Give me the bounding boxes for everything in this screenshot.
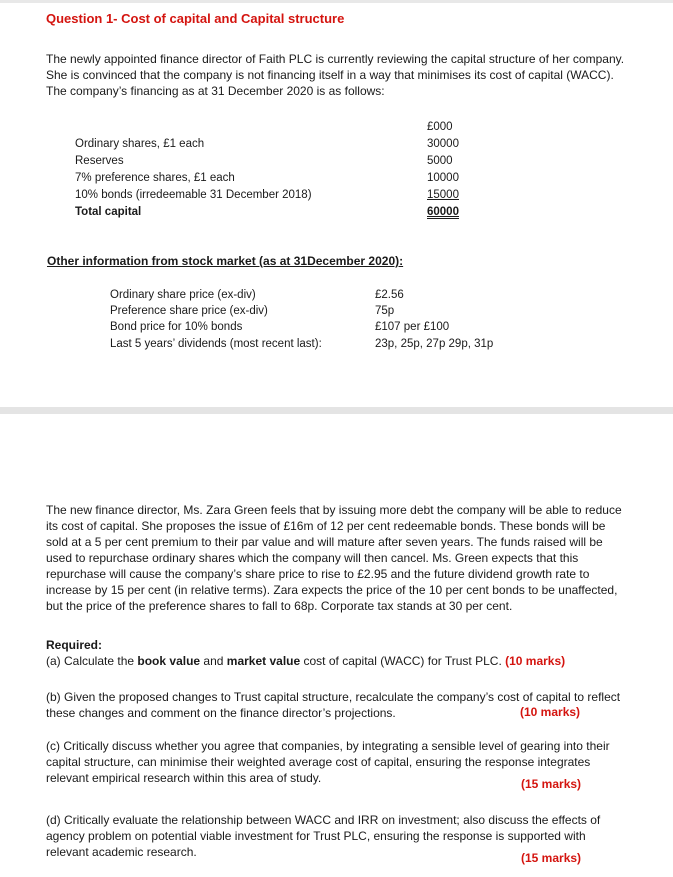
capital-row-label: 7% preference shares, £1 each xyxy=(75,172,235,184)
question-c-text: (c) Critically discuss whether you agree that companies, by integrating a sensible level of gearing into their capital structure, can minimise their weighted average cost of capital, ensuring the response integrates relevant empirical research within this area of study. xyxy=(46,739,610,785)
question-d-marks: (15 marks) xyxy=(521,851,582,865)
question-a-mid: and xyxy=(200,654,227,668)
capital-row-value: 5000 xyxy=(427,155,453,167)
question-a-marks: (10 marks) xyxy=(505,654,566,668)
capital-unit-header: £000 xyxy=(427,121,453,133)
capital-row-label: Ordinary shares, £1 each xyxy=(75,138,205,150)
market-row-label: Last 5 years’ dividends (most recent last): xyxy=(110,338,322,350)
capital-total-label: Total capital xyxy=(75,206,142,218)
capital-row-value: 30000 xyxy=(427,138,459,150)
market-row-label: Ordinary share price (ex-div) xyxy=(110,289,256,301)
market-row-label: Preference share price (ex-div) xyxy=(110,305,268,317)
capital-row-label: 10% bonds (irredeemable 31 December 2018) xyxy=(75,189,312,201)
market-row-label: Bond price for 10% bonds xyxy=(110,321,243,333)
market-row-value: £107 per £100 xyxy=(375,321,450,333)
capital-row-value: 10000 xyxy=(427,172,459,184)
required-label: Required: xyxy=(46,638,103,652)
market-row-value: £2.56 xyxy=(375,289,404,301)
question-a-market-value: market value xyxy=(226,654,301,668)
question-a-pre: (a) Calculate the xyxy=(46,654,138,668)
page-top-border xyxy=(0,0,673,3)
intro-paragraph: The newly appointed finance director of Faith PLC is currently reviewing the capital structure of her company. She is convinced that the company is not financing itself in a way that minimises its cost of capital (WACC). The company’s financing as at 31 December 2020 is as follows: xyxy=(46,52,625,98)
market-info-title: Other information from stock market (as at 31December 2020): xyxy=(47,254,404,268)
page-divider xyxy=(0,407,673,414)
question-a xyxy=(46,654,565,668)
question-title: Question 1- Cost of capital and Capital structure xyxy=(46,11,345,26)
question-a-post: cost of capital (WACC) for Trust PLC. xyxy=(300,654,506,668)
question-d-text: (d) Critically evaluate the relationship between WACC and IRR on investment; also discuss the effects of agency problem on potential viable investment for Trust PLC, ensuring the response is supported with relevant academic research. xyxy=(46,813,601,859)
question-c-marks: (15 marks) xyxy=(521,777,582,791)
question-b-marks: (10 marks) xyxy=(520,705,581,719)
capital-row-label: Reserves xyxy=(75,155,124,167)
market-row-value: 23p, 25p, 27p 29p, 31p xyxy=(375,338,494,350)
question-a-book-value: book value xyxy=(137,654,201,668)
scenario-paragraph: The new finance director, Ms. Zara Green feels that by issuing more debt the company will be able to reduce its cost of capital. She proposes the issue of £16m of 12 per cent redeemable bonds. These bonds will be sold at a 5 per cent premium to their par value and will mature after seven years. The funds raised will be used to repurchase ordinary shares which the company will then cancel. Ms. Green expects that this repurchase will cause the company’s share price to rise to £2.95 and the future dividend growth rate to increase by 15 per cent (in relative terms). Zara expects the price of the 10 per cent bonds to be unaffected, but the price of the preference shares to fall to 68p. Corporate tax stands at 30 per cent. xyxy=(46,503,622,613)
capital-total-value: 60000 xyxy=(427,206,459,218)
capital-row-value: 15000 xyxy=(427,189,459,201)
question-b-text: (b) Given the proposed changes to Trust capital structure, recalculate the company’s cost of capital to reflect these changes and comment on the finance director’s projections. xyxy=(46,690,621,720)
market-row-value: 75p xyxy=(375,305,395,317)
